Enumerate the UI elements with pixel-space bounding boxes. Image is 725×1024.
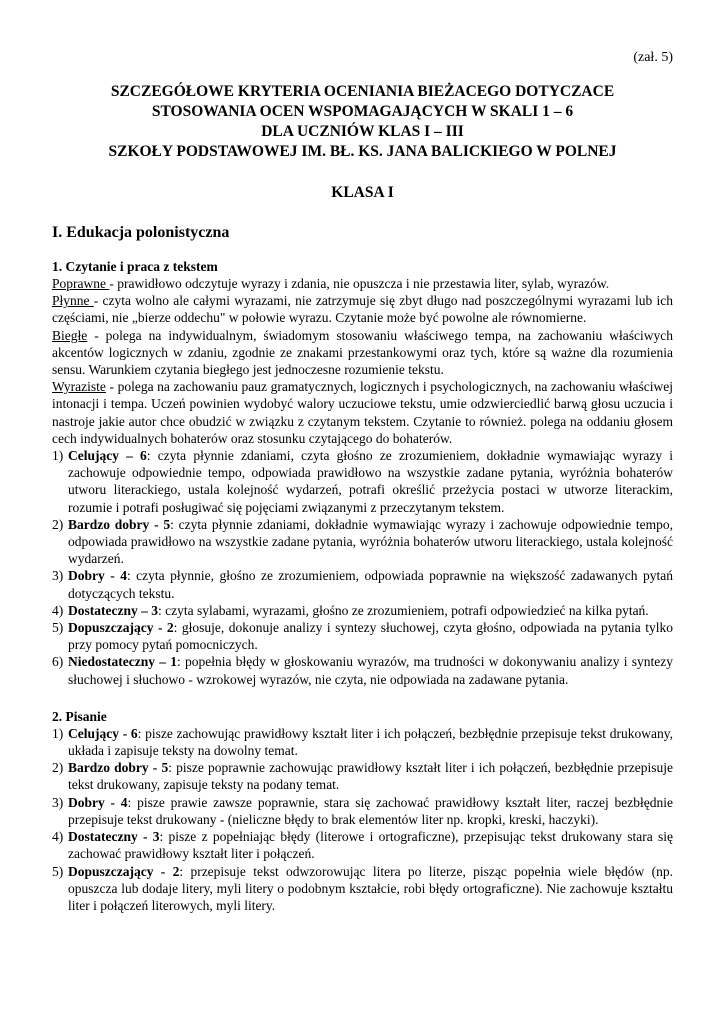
grade-label: Dostateczny – 3 — [68, 602, 158, 618]
document-title — [52, 82, 673, 162]
term-biegle: Biegłe — [52, 327, 88, 343]
title-line: STOSOWANIA OCEN WSPOMAGAJĄCYCH W SKALI 1 – 6 — [151, 103, 574, 120]
grade-number: 1) — [52, 448, 64, 464]
grade-item — [52, 653, 673, 687]
grade-number: 3) — [52, 794, 64, 810]
grade-description: : głosuje, dokonuje analizy i syntezy słuchowej, czyta głośno, odpowiada na pytania tylko przy pomocy pytań pomocniczych. — [68, 620, 674, 653]
definition-biegle — [52, 327, 673, 379]
grade-item — [52, 725, 673, 759]
grade-number: 5) — [52, 620, 64, 636]
grade-item — [52, 828, 673, 862]
grade-description: : czyta sylabami, wyrazami, głośno ze zrozumieniem, potrafi odpowiedzieć na kilka pytań. — [157, 602, 649, 618]
grade-label: Dopuszczający - 2 — [68, 620, 174, 636]
grade-item — [52, 794, 673, 828]
grade-description: : pisze z popełniając błędy (literowe i ortograficzne), przepisując tekst drukowany stara się zachować prawidłowy kształt liter i połączeń. — [68, 829, 673, 862]
reading-heading: 1. Czytanie i praca z tekstem — [52, 259, 218, 274]
grade-number: 2) — [52, 760, 64, 776]
grade-number: 1) — [52, 725, 64, 741]
grade-description: : czyta płynnie zdaniami, dokładnie wymawiając wyrazy i zachowuje odpowiednie tempo, odpowiada prawidłowo na wszystkie zadane pytania, wyróżnia bohaterów utworu literackiego, ustala kolejność wydarzeń. — [68, 516, 674, 567]
grade-label: Celujący – 6 — [68, 448, 147, 464]
grade-description: : pisze poprawnie zachowując prawidłowy kształt liter i ich połączeń, bezbłędnie przepisuje tekst drukowany, zapisuje teksty na podany temat. — [68, 760, 674, 793]
definition-text: - prawidłowo odczytuje wyrazy i zdania, nie opuszcza i nie przestawia liter, sylab, wyrazów — [109, 276, 606, 291]
term-wyraziste: Wyraziste — [52, 379, 106, 395]
grade-number: 2) — [52, 516, 64, 532]
definition-wyraziste — [52, 378, 673, 447]
title-line: SZKOŁY PODSTAWOWEJ IM. BŁ. KS. JANA BALICKIEGO W POLNEJ — [108, 143, 617, 160]
reading-grades-list — [52, 447, 673, 688]
grade-item — [52, 447, 673, 516]
grade-item — [52, 602, 673, 619]
grade-item — [52, 567, 673, 601]
definition-text: - polega na indywidualnym, świadomym stosowaniu właściwego tempa, na zachowaniu właściwych akcentów logicznych w zdaniu, zgodnie ze znakami przestankowymi oraz tych, które są ważne dla rozumienia sensu. Warunkiem czytania biegłego jest jednoczesne rozumienie tekstu. — [52, 327, 673, 378]
grade-description: : pisze prawie zawsze poprawnie, stara się zachować prawidłowy kształt liter, raczej bezbłędnie przepisuje tekst drukowany - (nieliczne błędy to brak elementów liter np. kropki, kreski, haczyki). — [68, 794, 674, 827]
grade-label: Niedostateczny – 1 — [68, 654, 177, 670]
definition-text: - polega na zachowaniu pauz gramatycznych, logicznych i psychologicznych, na zachowaniu właściwej intonacji i tempa. Uczeń powinien wydobyć walory uczuciowe tekstu, umie odzwierciedlić barwą głosu uczucia i nastroje jakie autor chce obudzić w związku z czytanym tekstem. Czytanie to również. polega na oddaniu głosem cech indywidualnych bohaterów oraz stosunku czytającego do bohaterów. — [52, 379, 673, 446]
grade-description: : czyta płynnie, głośno ze zrozumieniem, odpowiada poprawnie na większość zadawanych pytań dotyczących tekstu. — [68, 568, 673, 601]
grade-item — [52, 759, 673, 793]
grade-item — [52, 516, 673, 568]
title-line: DLA UCZNIÓW KLAS I – III — [261, 123, 464, 140]
grade-label: Bardzo dobry - 5 — [68, 516, 171, 532]
grade-number: 3) — [52, 568, 64, 584]
attachment-label: (zał. 5) — [633, 50, 673, 65]
grade-description: : pisze zachowując prawidłowy kształt liter i ich połączeń, bezbłędnie przepisuje tekst drukowany, układa i zapisuje teksty na dowolny temat. — [68, 725, 673, 759]
grade-item — [52, 863, 673, 915]
writing-grades-list — [52, 725, 673, 914]
definition-dot: . — [605, 276, 610, 291]
grade-label: Celujący - 6 — [68, 725, 138, 741]
term-plynne: Płynne — [52, 293, 94, 309]
grade-description: : popełnia błędy w głoskowaniu wyrazów, ma trudności w dokonywaniu analizy i syntezy słuchowej i słuchowo - wzrokowej wyrazów, nie czyta, nie odpowiada na zadawane pytania. — [68, 654, 673, 687]
section-heading: I. Edukacja polonistyczna — [52, 224, 230, 241]
grade-label: Dostateczny - 3 — [68, 829, 160, 845]
title-line: SZCZEGÓŁOWE KRYTERIA OCENIANIA BIEŻACEGO DOTYCZACE — [110, 83, 615, 100]
grade-label: Bardzo dobry - 5 — [68, 760, 169, 776]
grade-number: 5) — [52, 863, 64, 879]
grade-description: : czyta płynnie zdaniami, czyta głośno ze zrozumieniem, dokładnie wymawiając wyrazy i zachowuje odpowiednie tempo, odpowiada prawidłowo na wszystkie zadane pytania, wyróżnia bohaterów utworu literackiego, ustala kolejność wydarzeń, potrafi określić przeżycia postaci w utworze literackim, rozumie i potrafi posługiwać się pojęciami związanymi z przeczytanym tekstem. — [68, 448, 673, 515]
grade-number: 6) — [52, 654, 64, 670]
definition-text: - czyta wolno ale całymi wyrazami, nie zatrzymuje się zbyt długo nad poszczególnymi wyrazami lub ich częściami, nie „bierze oddechu" w połowie wyrazu. Czytanie może być powolne ale równomierne. — [52, 293, 673, 326]
grade-number: 4) — [52, 829, 64, 845]
grade-number: 4) — [52, 602, 64, 618]
term-poprawne: Poprawne — [52, 276, 110, 291]
definition-plynne — [52, 292, 673, 326]
grade-label: Dobry - 4 — [68, 794, 128, 810]
grade-item — [52, 619, 673, 653]
grade-label: Dobry - 4 — [68, 568, 127, 584]
class-heading: KLASA I — [331, 184, 394, 201]
grade-description: : przepisuje tekst odwzorowując litera po literze, pisząc popełnia wiele błędów (np. opuszcza lub dodaje litery, myli litery o podobnym kształcie, robi błędy ortograficzne). Nie zachowuje kształtu liter i połączeń literowych, myli litery. — [68, 863, 673, 913]
definition-poprawne — [52, 275, 673, 292]
writing-heading: 2. Pisanie — [52, 708, 107, 724]
grade-label: Dopuszczający - 2 — [68, 863, 180, 879]
